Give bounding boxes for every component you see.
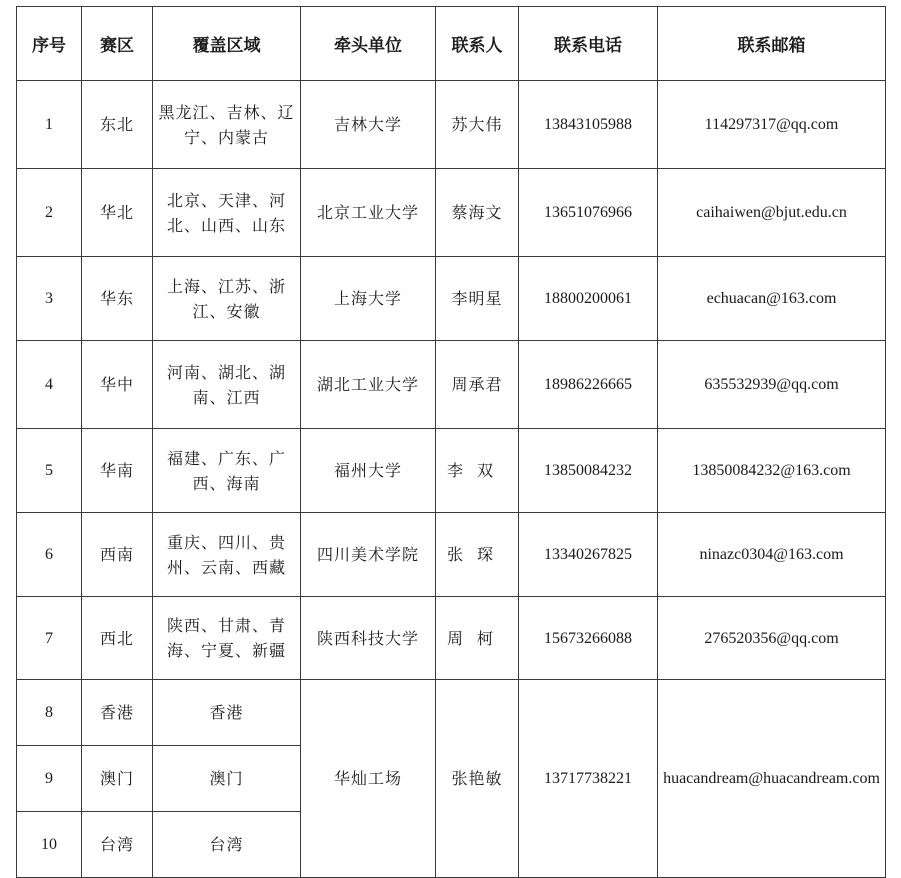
lead-unit: 四川美术学院 bbox=[301, 513, 436, 597]
row-number: 10 bbox=[17, 812, 82, 878]
region-name: 华北 bbox=[82, 169, 153, 257]
contact-email-merged: huacandream@huacandream.com bbox=[658, 680, 886, 878]
contact-person: 苏大伟 bbox=[436, 81, 519, 169]
contact-person: 周柯 bbox=[436, 597, 519, 680]
header-row bbox=[17, 7, 886, 81]
contact-phone: 18800200061 bbox=[519, 257, 658, 341]
header-lead-unit: 牵头单位 bbox=[301, 7, 436, 81]
competition-region-table bbox=[16, 6, 886, 878]
contact-person: 李明星 bbox=[436, 257, 519, 341]
coverage-area: 香港 bbox=[153, 680, 301, 746]
row-number: 6 bbox=[17, 513, 82, 597]
contact-email: echuacan@163.com bbox=[658, 257, 886, 341]
region-name: 华南 bbox=[82, 429, 153, 513]
table-row bbox=[17, 597, 886, 680]
region-name: 澳门 bbox=[82, 746, 153, 812]
contact-email: ninazc0304@163.com bbox=[658, 513, 886, 597]
row-number: 4 bbox=[17, 341, 82, 429]
row-number: 9 bbox=[17, 746, 82, 812]
lead-unit: 吉林大学 bbox=[301, 81, 436, 169]
row-number: 2 bbox=[17, 169, 82, 257]
lead-unit-merged: 华灿工场 bbox=[301, 680, 436, 878]
contact-phone-merged: 13717738221 bbox=[519, 680, 658, 878]
header-coverage-area: 覆盖区域 bbox=[153, 7, 301, 81]
contact-person: 周承君 bbox=[436, 341, 519, 429]
lead-unit: 北京工业大学 bbox=[301, 169, 436, 257]
coverage-area: 澳门 bbox=[153, 746, 301, 812]
header-contact-person: 联系人 bbox=[436, 7, 519, 81]
lead-unit: 福州大学 bbox=[301, 429, 436, 513]
coverage-area: 黑龙江、吉林、辽宁、内蒙古 bbox=[153, 81, 301, 169]
region-name: 台湾 bbox=[82, 812, 153, 878]
region-name: 东北 bbox=[82, 81, 153, 169]
contact-email: 276520356@qq.com bbox=[658, 597, 886, 680]
contact-phone: 18986226665 bbox=[519, 341, 658, 429]
lead-unit: 陕西科技大学 bbox=[301, 597, 436, 680]
header-region: 赛区 bbox=[82, 7, 153, 81]
coverage-area: 河南、湖北、湖南、江西 bbox=[153, 341, 301, 429]
coverage-area: 上海、江苏、浙江、安徽 bbox=[153, 257, 301, 341]
coverage-area: 北京、天津、河北、山西、山东 bbox=[153, 169, 301, 257]
contact-phone: 15673266088 bbox=[519, 597, 658, 680]
contact-person-merged: 张艳敏 bbox=[436, 680, 519, 878]
row-number: 1 bbox=[17, 81, 82, 169]
table-row bbox=[17, 341, 886, 429]
contact-phone: 13850084232 bbox=[519, 429, 658, 513]
contact-email: caihaiwen@bjut.edu.cn bbox=[658, 169, 886, 257]
header-contact-phone: 联系电话 bbox=[519, 7, 658, 81]
row-number: 7 bbox=[17, 597, 82, 680]
table-row bbox=[17, 81, 886, 169]
region-name: 华中 bbox=[82, 341, 153, 429]
contact-person: 蔡海文 bbox=[436, 169, 519, 257]
region-name: 香港 bbox=[82, 680, 153, 746]
table-row bbox=[17, 257, 886, 341]
contact-person: 李双 bbox=[436, 429, 519, 513]
row-number: 5 bbox=[17, 429, 82, 513]
coverage-area: 陕西、甘肃、青海、宁夏、新疆 bbox=[153, 597, 301, 680]
header-number: 序号 bbox=[17, 7, 82, 81]
contact-email: 114297317@qq.com bbox=[658, 81, 886, 169]
region-name: 西北 bbox=[82, 597, 153, 680]
coverage-area: 台湾 bbox=[153, 812, 301, 878]
header-contact-email: 联系邮箱 bbox=[658, 7, 886, 81]
row-number: 8 bbox=[17, 680, 82, 746]
table-row bbox=[17, 680, 886, 746]
contact-email: 13850084232@163.com bbox=[658, 429, 886, 513]
coverage-area: 重庆、四川、贵州、云南、西藏 bbox=[153, 513, 301, 597]
table-row bbox=[17, 513, 886, 597]
contact-phone: 13843105988 bbox=[519, 81, 658, 169]
table-row bbox=[17, 429, 886, 513]
contact-phone: 13340267825 bbox=[519, 513, 658, 597]
table-row bbox=[17, 169, 886, 257]
lead-unit: 上海大学 bbox=[301, 257, 436, 341]
contact-person: 张琛 bbox=[436, 513, 519, 597]
region-name: 西南 bbox=[82, 513, 153, 597]
coverage-area: 福建、广东、广西、海南 bbox=[153, 429, 301, 513]
row-number: 3 bbox=[17, 257, 82, 341]
region-name: 华东 bbox=[82, 257, 153, 341]
contact-email: 635532939@qq.com bbox=[658, 341, 886, 429]
lead-unit: 湖北工业大学 bbox=[301, 341, 436, 429]
contact-phone: 13651076966 bbox=[519, 169, 658, 257]
